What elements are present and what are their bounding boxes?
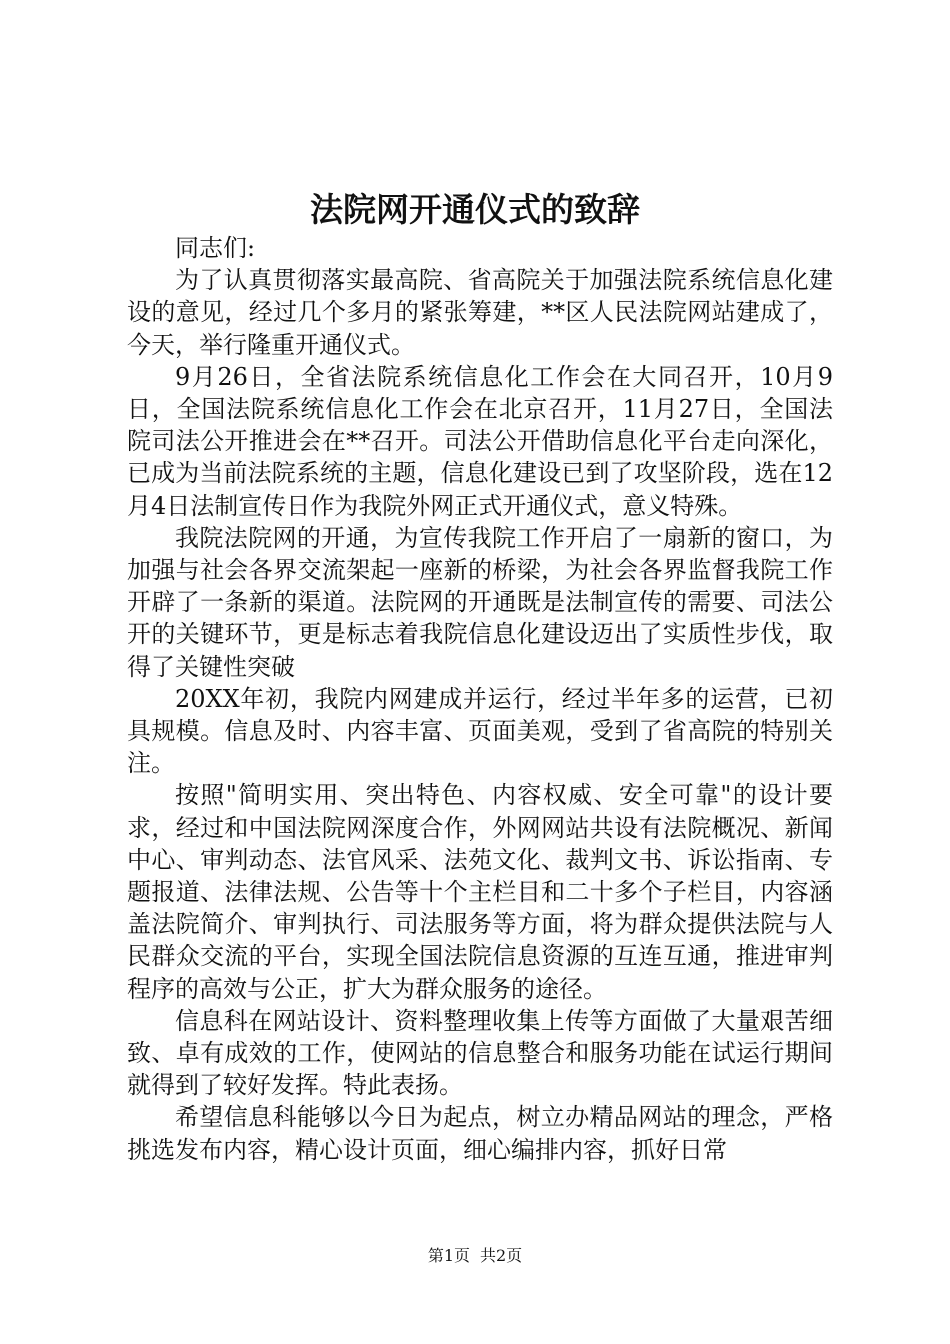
paragraph-2: 9月26日，全省法院系统信息化工作会在大同召开，10月9日，全国法院系统信息化工作会在北京召开，11月27日，全国法院司法公开推进会在**召开。司法公开借助信息化平台走向深化，已成为当前法院系统的主题，信息化建设已到了攻坚阶段，选在12月4日法制宣传日作为我院外网正式开通仪式，意义特殊。 [127, 362, 833, 520]
paragraph-5: 按照"简明实用、突出特色、内容权威、安全可靠"的设计要求，经过和中国法院网深度合作，外网网站共设有法院概况、新闻中心、审判动态、法官风采、法苑文化、裁判文书、诉讼指南、专题报道、法律法规、公告等十个主栏目和二十多个子栏目，内容涵盖法院简介、审判执行、司法服务等方面，将为群众提供法院与人民群众交流的平台，实现全国法院信息资源的互连互通，推进审判程序的高效与公正，扩大为群众服务的途径。 [127, 781, 833, 1003]
page-footer [0, 1244, 950, 1268]
document-body [127, 232, 833, 1166]
page-total: 共2页 [480, 1246, 523, 1265]
greeting: 同志们: [175, 234, 256, 262]
paragraph-3: 我院法院网的开通，为宣传我院工作开启了一扇新的窗口，为加强与社会各界交流架起一座新的桥梁，为社会各界监督我院工作开辟了一条新的渠道。法院网的开通既是法制宣传的需要、司法公开的关键环节，更是标志着我院信息化建设迈出了实质性步伐，取得了关键性突破 [127, 523, 833, 681]
page-number: 第1页 [427, 1246, 470, 1265]
paragraph-4: 20XX年初，我院内网建成并运行，经过半年多的运营，已初具规模。信息及时、内容丰富、页面美观，受到了省高院的特别关注。 [127, 684, 833, 778]
paragraph-1: 为了认真贯彻落实最高院、省高院关于加强法院系统信息化建设的意见，经过几个多月的紧张筹建，**区人民法院网站建成了，今天，举行隆重开通仪式。 [127, 266, 833, 359]
paragraph-7: 希望信息科能够以今日为起点，树立办精品网站的理念，严格挑选发布内容，精心设计页面，细心编排内容，抓好日常 [127, 1103, 833, 1164]
paragraph-6: 信息科在网站设计、资料整理收集上传等方面做了大量艰苦细致、卓有成效的工作，使网站的信息整合和服务功能在试运行期间就得到了较好发挥。特此表扬。 [127, 1006, 833, 1100]
document-title: 法院网开通仪式的致辞 [310, 190, 640, 229]
